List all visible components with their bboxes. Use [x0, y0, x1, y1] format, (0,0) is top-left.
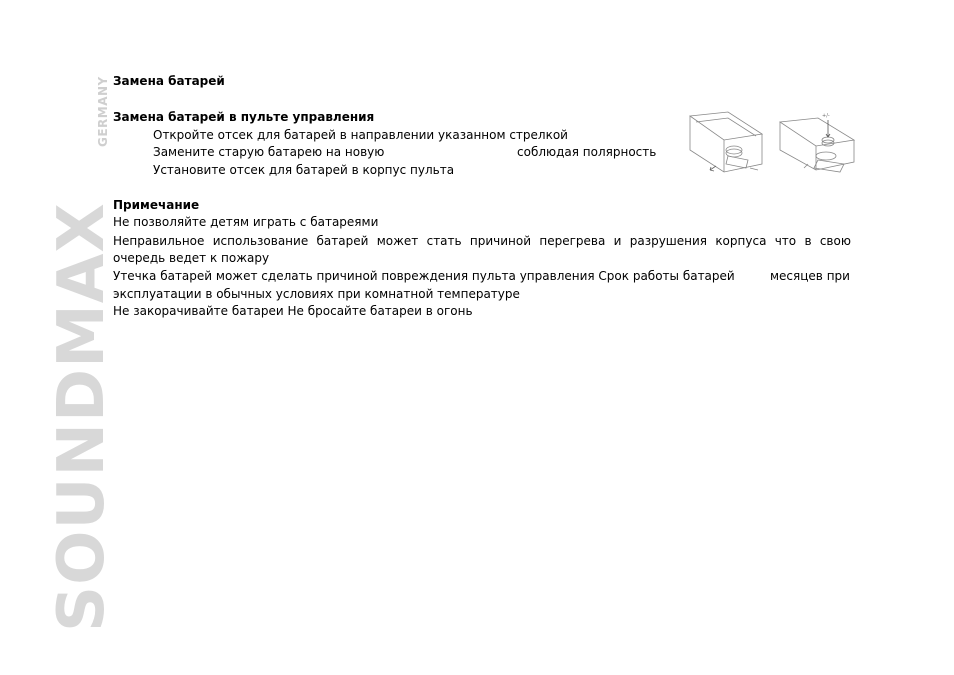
note-word: Неправильное	[113, 234, 205, 248]
note-word: и	[613, 234, 622, 248]
note-line-1: Не позволяйте детям играть с батареями	[113, 215, 379, 229]
note-word: корпуса	[715, 234, 767, 248]
polarity-label: +/-	[822, 113, 830, 119]
note-line-3: Утечка батарей может сделать причиной повреждения пульта управления Срок работы батарей	[113, 269, 735, 283]
brand-watermark	[45, 76, 119, 632]
note-line-2-cont: очередь ведет к пожару	[113, 251, 270, 265]
note-word: стать	[426, 234, 462, 248]
brand-logo: SOUNDMAX	[45, 202, 119, 632]
battery-insert-illustration	[778, 110, 862, 176]
note-word: перегрева	[539, 234, 606, 248]
note-title: Примечание	[113, 198, 200, 212]
note-word: разрушения	[629, 234, 708, 248]
note-line-3-cont: эксплуатации в обычных условиях при комнатной температуре	[113, 287, 520, 301]
note-line-4: Не закорачивайте батареи Не бросайте батареи в огонь	[113, 304, 473, 318]
note-word: может	[376, 234, 419, 248]
remote-open-compartment-illustration	[688, 110, 764, 176]
brand-tagline: GERMANY	[96, 76, 110, 147]
note-word: использование	[212, 234, 309, 248]
note-word: свою	[819, 234, 851, 248]
note-word: в	[804, 234, 812, 248]
step-1: Откройте отсек для батарей в направлении указанном стрелкой	[153, 128, 568, 142]
step-2: Замените старую батарею на новую	[153, 145, 385, 159]
step-3: Установите отсек для батарей в корпус пульта	[153, 163, 455, 177]
note-word: батарей	[316, 234, 369, 248]
section-title: Замена батарей	[113, 74, 225, 88]
step-2-suffix: соблюдая полярность	[517, 145, 657, 159]
note-line-3-suffix: месяцев при	[770, 269, 850, 283]
note-word: что	[774, 234, 797, 248]
subsection-title: Замена батарей в пульте управления	[113, 110, 375, 124]
note-line-2	[113, 233, 851, 249]
note-word: причиной	[469, 234, 532, 248]
